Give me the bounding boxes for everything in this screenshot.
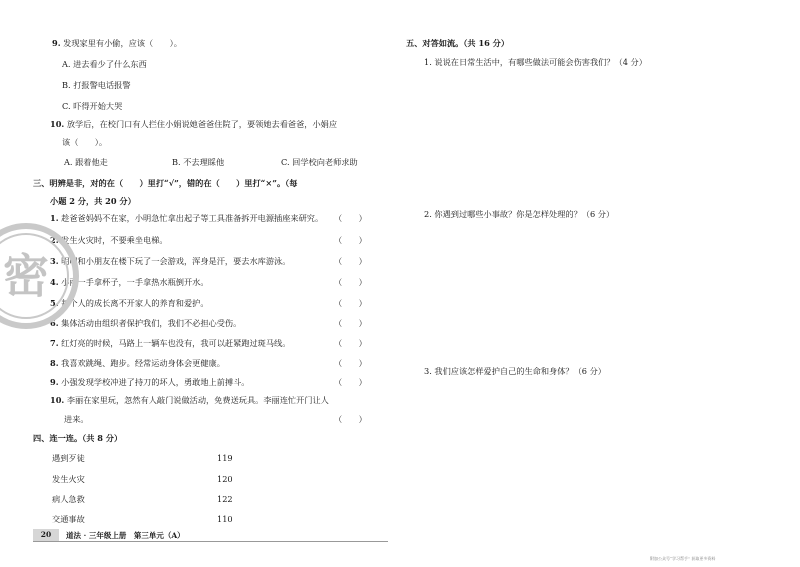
page-number: 20: [33, 529, 59, 541]
tf-item-text: 我喜欢跳绳、跑步。经常运动身体会更健康。: [61, 358, 225, 368]
tf-item-number: 7.: [50, 338, 59, 348]
seal-text: 密: [3, 249, 49, 303]
tf-item-8: [50, 358, 225, 369]
q10-stem-line2: 该（ ）。: [62, 137, 108, 147]
tf-item-7: [50, 338, 290, 349]
tf-item-number: 8.: [50, 358, 59, 368]
section4-title: 四、连一连。（共 8 分）: [33, 433, 123, 443]
tf-item-3: [50, 256, 290, 267]
confidential-seal-icon: [0, 222, 80, 330]
section5-question-2: 2. 你遇到过哪些小事故？你是怎样处理的？（6 分）: [424, 209, 615, 219]
section5-title: 五、对答如流。（共 16 分）: [406, 38, 510, 48]
tf-item-number: 3.: [50, 256, 59, 266]
tf-item-number: 5.: [50, 298, 59, 308]
tf-item-text: 趁爸爸妈妈不在家，小明急忙拿出起子等工具准备拆开电源插座来研究。: [61, 213, 324, 223]
tf-item-10-answer-paren[interactable]: （ ）: [334, 414, 367, 424]
q9-stem: 9. 发现家里有小偷，应该（ ）。: [52, 38, 182, 48]
tf-item-1: [50, 213, 323, 224]
tf-item-10-line2: 进来。: [64, 414, 89, 424]
tf-item-number: 6.: [50, 318, 59, 328]
tf-item-9-answer-paren[interactable]: （ ）: [334, 377, 367, 387]
match-right-item[interactable]: 119: [217, 453, 233, 463]
tf-item-9: [50, 377, 250, 388]
tf-item-text: 小丽一手拿杯子，一手拿热水瓶倒开水。: [61, 277, 209, 287]
tf-item-4-answer-paren[interactable]: （ ）: [334, 277, 367, 287]
tf-item-5-answer-paren[interactable]: （ ）: [334, 298, 367, 308]
section5-question-1: 1. 说说在日常生活中，有哪些做法可能会伤害我们？（4 分）: [424, 57, 647, 67]
q9-option-b: B. 打报警电话报警: [62, 80, 131, 90]
tf-item-text: 每个人的成长离不开家人的养育和爱护。: [61, 298, 209, 308]
section5-question-3: 3. 我们应该怎样爱护自己的生命和身体？（6 分）: [424, 366, 606, 376]
tf-item-3-answer-paren[interactable]: （ ）: [334, 256, 367, 266]
q10-option-b: B. 不去理睬他: [172, 157, 225, 167]
q10-option-a: A. 跟着他走: [64, 157, 108, 167]
section3-title-line2: 小题 2 分，共 20 分）: [50, 196, 136, 206]
match-left-item[interactable]: 发生火灾: [52, 474, 85, 484]
footer-divider: [33, 541, 388, 542]
q10-stem-line1: 10. 放学后，在校门口有人拦住小娟说她爸爸住院了，要领她去看爸爸，小娟应: [50, 119, 338, 129]
tf-item-text: 小强发现学校冲进了持刀的坏人，勇敢地上前搏斗。: [61, 377, 250, 387]
match-left-item[interactable]: 病人急救: [52, 494, 85, 504]
match-right-item[interactable]: 120: [217, 474, 233, 484]
match-left-item[interactable]: 交通事故: [52, 514, 85, 524]
tf-item-number: 2.: [50, 235, 59, 245]
tf-item-2-answer-paren[interactable]: （ ）: [334, 235, 367, 245]
tf-item-number: 1.: [50, 213, 59, 223]
tf-item-1-answer-paren[interactable]: （ ）: [334, 213, 367, 223]
tf-item-text: 集体活动由组织者保护我们，我们不必担心受伤。: [61, 318, 242, 328]
tf-item-7-answer-paren[interactable]: （ ）: [334, 338, 367, 348]
corner-note: 附加公众号“学习帮手” 获取更多资料: [650, 556, 716, 561]
q10-option-c: C. 回学校向老师求助: [281, 157, 358, 167]
tf-item-number: 9.: [50, 377, 59, 387]
footer-text: 道法 · 三年级上册 第三单元（A）: [66, 531, 185, 540]
section3-title-line1: 三、明辨是非，对的在（ ）里打“√”，错的在（ ）里打“×”。（每: [33, 178, 298, 188]
tf-item-text: 红灯亮的时候，马路上一辆车也没有，我可以赶紧跑过斑马线。: [61, 338, 291, 348]
q9-option-a: A. 进去看少了什么东西: [62, 59, 147, 69]
match-left-item[interactable]: 遇到歹徒: [52, 453, 85, 463]
tf-item-number: 4.: [50, 277, 59, 287]
tf-item-8-answer-paren[interactable]: （ ）: [334, 358, 367, 368]
tf-item-10-line1: 10. 李丽在家里玩，忽然有人敲门说做活动，免费送玩具。李丽连忙开门让人: [50, 395, 329, 405]
match-right-item[interactable]: 122: [217, 494, 233, 504]
tf-item-text: 明明和小朋友在楼下玩了一会游戏，浑身是汗，要去水库游泳。: [61, 256, 291, 266]
tf-item-text: 发生火灾时，不要乘坐电梯。: [61, 235, 168, 245]
q9-option-c: C. 吓得开始大哭: [62, 101, 123, 111]
match-right-item[interactable]: 110: [217, 514, 233, 524]
tf-item-6-answer-paren[interactable]: （ ）: [334, 318, 367, 328]
